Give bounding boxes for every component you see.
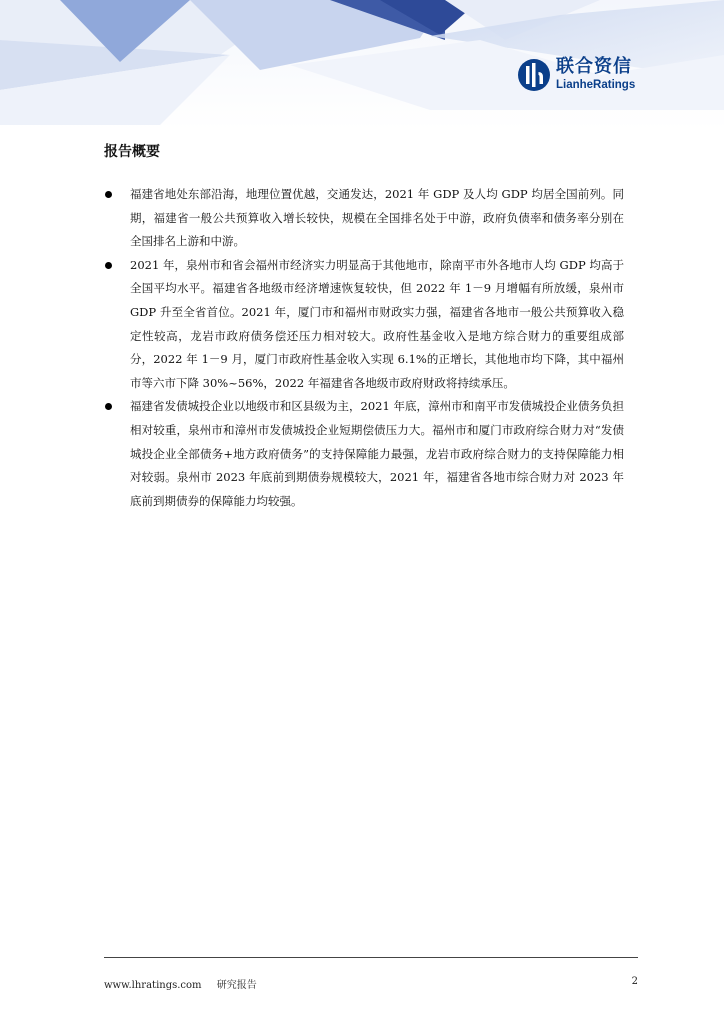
summary-bullet-list <box>104 183 624 513</box>
summary-bullet-1 <box>104 183 624 254</box>
footer-left <box>104 976 257 991</box>
footer-doc-type: 研究报告 <box>216 980 257 991</box>
section-title: 报告概要 <box>104 144 160 160</box>
bullet-dot-icon <box>105 403 112 410</box>
lianhe-logo-icon <box>517 58 551 92</box>
bullet-text: 2021 年，泉州市和省会福州市经济实力明显高于其他地市，除南平市外各地市人均 GDP 均高于全国平均水平。福建省各地级市经济增速恢复较快，但 2022 年 1－9 月增幅有所放缓，泉州市 GDP 升至全省首位。2021 年，厦门市和福州市财政实力强，福建省各地市一般公共预算收入稳定性较高，龙岩市政府债务偿还压力相对较大。政府性基金收入是地方综合财力的重要组成部分，2022 年 1－9 月，厦门市政府性基金收入实现 6.1%的正增长，其他地市均下降，其中福州市等六市下降 30%~56%，2022 年福建省各地级市政府财政将持续承压。 <box>130 257 624 390</box>
logo-english-text: LianheRatings <box>556 79 636 92</box>
footer-website-link[interactable]: www.lhratings.com <box>104 980 202 991</box>
footer-divider <box>104 957 638 958</box>
page-number: 2 <box>631 976 638 987</box>
bullet-dot-icon <box>105 262 112 269</box>
summary-bullet-2 <box>104 254 624 396</box>
logo-chinese-text: 联合资信 <box>556 56 632 78</box>
bullet-text: 福建省发债城投企业以地级市和区县级为主，2021 年底，漳州市和南平市发债城投企业债务负担相对较重，泉州市和漳州市发债城投企业短期偿债压力大。福州市和厦门市政府综合财力对“发债城投企业全部债务+地方政府债务”的支持保障能力最强，龙岩市政府综合财力的支持保障能力相对较弱。泉州市 2023 年底前到期债券规模较大，2021 年，福建省各地市综合财力对 2023 年底前到期债券的保障能力均较强。 <box>130 399 624 508</box>
bullet-dot-icon <box>105 191 112 198</box>
company-logo <box>517 55 647 95</box>
bullet-text: 福建省地处东部沿海，地理位置优越，交通发达，2021 年 GDP 及人均 GDP 均居全国前列。同期，福建省一般公共预算收入增长较快，规模在全国排名处于中游，政府负债率和债务率分别在全国排名上游和中游。 <box>130 187 624 249</box>
summary-bullet-3 <box>104 395 624 513</box>
